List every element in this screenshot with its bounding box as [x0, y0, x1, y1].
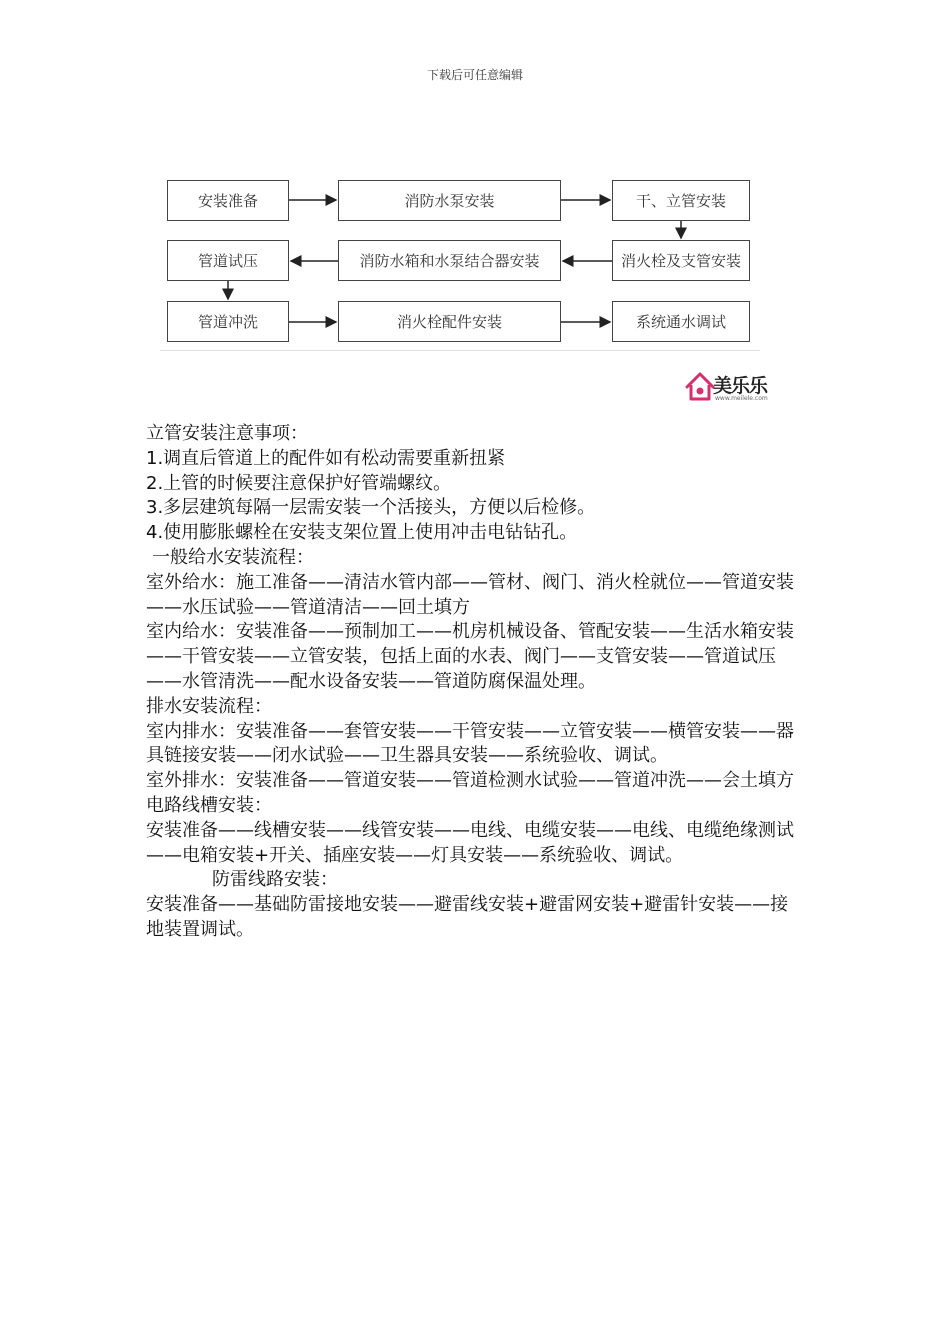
- paragraph-wiring-trunking: 安装准备——线槽安装——线管安装——电线、电缆安装——电线、电缆绝缘测试——电箱安装+开关、插座安装——灯具安装——系统验收、调试。: [146, 819, 794, 866]
- paragraph-outdoor-drainage: 室外排水：安装准备——管道安装——管道检测水试验——管道冲洗——会土填方: [146, 770, 794, 792]
- node-hydrant-branch-install: 消火栓及支管安装: [612, 240, 750, 281]
- installation-flowchart: [160, 170, 760, 351]
- section-heading-lightning: 防雷线路安装：: [212, 869, 338, 891]
- note-item-4: 4.使用膨胀螺栓在安装支架位置上使用冲击电钻钻孔。: [146, 522, 578, 544]
- note-item-1: 1.调直后管道上的配件如有松动需要重新扭紧: [146, 447, 506, 469]
- house-logo-icon: [683, 369, 717, 403]
- node-fire-pump-install: 消防水泵安装: [338, 180, 561, 221]
- node-system-water-test: 系统通水调试: [612, 301, 750, 342]
- paragraph-indoor-supply: 室内给水：安装准备——预制加工——机房机械设备、管配安装——生活水箱安装——干管安装——立管安装，包括上面的水表、阀门——支管安装——管道试压——水管清洗——配水设备安装——管道防腐保温处理。: [146, 621, 794, 692]
- paragraph-lightning: 安装准备——基础防雷接地安装——避雷线安装+避雷网安装+避雷针安装——接地装置调试。: [146, 894, 789, 940]
- paragraph-outdoor-supply: 室外给水：施工准备——清洁水管内部——管材、阀门、消火栓就位——管道安装——水压试验——管道清洁——回土填方: [146, 571, 794, 618]
- logo-url: www.meilele.com: [715, 395, 768, 402]
- header-note: 下载后可任意编辑: [426, 68, 523, 82]
- node-hydrant-fittings-install: 消火栓配件安装: [338, 301, 561, 342]
- section-heading-wiring-trunking: 电路线槽安装：: [146, 794, 272, 816]
- document-body: [146, 422, 806, 943]
- node-pipe-flush: 管道冲洗: [167, 301, 289, 342]
- node-tank-connector-install: 消防水箱和水泵结合器安装: [338, 240, 561, 281]
- section-heading-drainage: 排水安装流程：: [146, 695, 272, 717]
- note-item-3: 3.多层建筑每隔一层需安装一个活接头，方便以后检修。: [146, 497, 596, 519]
- brand-logo: [683, 367, 783, 407]
- section-heading-riser-notes: 立管安装注意事项：: [146, 423, 308, 444]
- note-item-2: 2.上管的时候要注意保护好管端螺纹。: [146, 472, 452, 494]
- logo-text: 美乐乐: [713, 375, 768, 397]
- node-install-prep: 安装准备: [167, 180, 289, 221]
- node-pipe-pressure-test: 管道试压: [167, 240, 289, 281]
- node-main-riser-install: 干、立管安装: [612, 180, 750, 221]
- paragraph-indoor-drainage: 室内排水：安装准备——套管安装——干管安装——立管安装——横管安装——器具链接安装——闭水试验——卫生器具安装——系统验收、调试。: [146, 720, 794, 767]
- section-heading-water-supply: 一般给水安装流程：: [152, 546, 314, 568]
